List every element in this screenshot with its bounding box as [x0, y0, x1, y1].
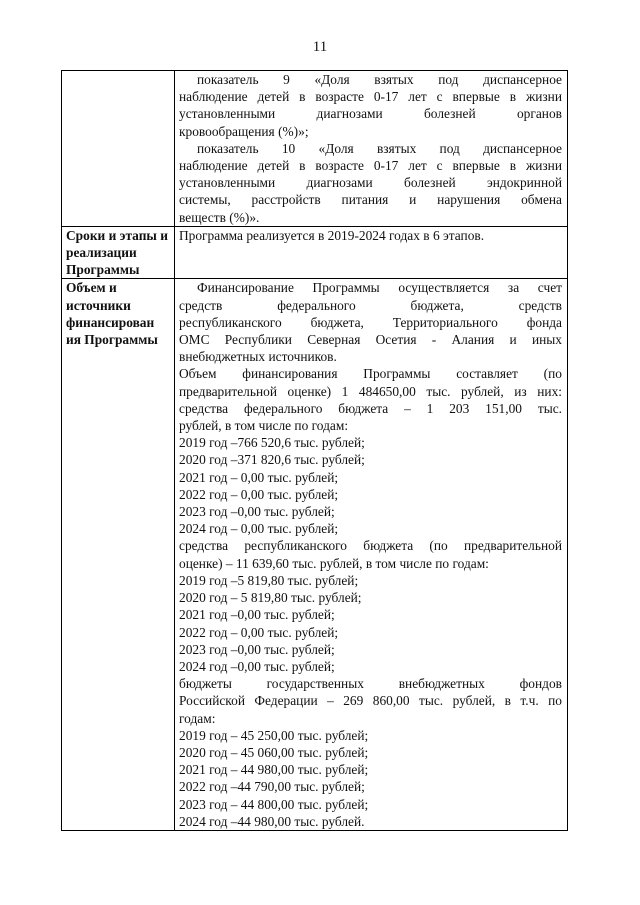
financing-intro-line: республиканского бюджета, Территориального фонда [179, 314, 562, 330]
program-passport-table [61, 70, 568, 831]
offbudget-line: бюджеты государственных внебюджетных фондов [179, 676, 562, 692]
financing-intro-line: Финансирование Программы осуществляется за счет [197, 280, 562, 296]
republic-year-item: 2021 год –0,00 тыс. рублей; [179, 607, 335, 623]
federal-year-item: 2020 год –371 820,6 тыс. рублей; [179, 452, 365, 468]
page-number: 11 [312, 39, 328, 55]
federal-year-item: 2023 год –0,00 тыс. рублей; [179, 504, 335, 520]
indicator-10-line: установленными диагнозами болезней эндокринной [179, 175, 562, 191]
financing-label: Объем и источники финансирован ия Программы [62, 279, 175, 831]
federal-year-item: 2022 год – 0,00 тыс. рублей; [179, 486, 339, 502]
financing-total-line: рублей, в том числе по годам: [179, 418, 349, 434]
republic-year-item: 2023 год –0,00 тыс. рублей; [179, 641, 335, 657]
republic-year-item: 2022 год – 0,00 тыс. рублей; [179, 624, 339, 640]
indicator-9-line: кровообращения (%)»; [179, 123, 309, 139]
republic-year-item: 2020 год – 5 819,80 тыс. рублей; [179, 590, 362, 606]
financing-total-line: средства федерального бюджета – 1 203 151,00 тыс. [179, 400, 562, 416]
offbudget-line: годам: [179, 710, 216, 726]
indicator-9-line: показатель 9 «Доля взятых под диспансерное [197, 72, 562, 87]
federal-year-item: 2021 год – 0,00 тыс. рублей; [179, 469, 339, 485]
offbudget-year-item: 2020 год – 45 060,00 тыс. рублей; [179, 744, 369, 760]
indicator-10-line: системы, расстройств питания и нарушения обмена [179, 192, 562, 208]
table-row-timeline [62, 226, 568, 279]
timeline-cell [175, 226, 568, 279]
indicator-9-line: установленными диагнозами болезней органов [179, 106, 562, 122]
offbudget-year-item: 2023 год – 44 800,00 тыс. рублей; [179, 796, 369, 812]
indicator-10-line: веществ (%)». [179, 209, 260, 225]
timeline-text: Программа реализуется в 2019-2024 годах в 6 этапов. [179, 227, 485, 243]
indicator-10-line: наблюдение детей в возрасте 0-17 лет с впервые в жизни [179, 158, 562, 174]
indicator-9-line: наблюдение детей в возрасте 0-17 лет с впервые в жизни [179, 89, 562, 105]
republic-budget-line: средства республиканского бюджета (по предварительной [179, 538, 562, 554]
financing-intro-line: средств федерального бюджета, средств [179, 297, 562, 313]
offbudget-line: Российской Федерации – 269 860,00 тыс. рублей, в т.ч. по [179, 693, 562, 709]
row-label [62, 71, 175, 227]
table-row-financing [62, 279, 568, 831]
offbudget-year-item: 2019 год – 45 250,00 тыс. рублей; [179, 727, 369, 743]
indicators-cell [175, 71, 568, 227]
financing-total-line: Объем финансирования Программы составляет (по [179, 366, 562, 382]
timeline-label: Сроки и этапы и реализации Программы [62, 226, 175, 279]
financing-intro-line: ОМС Республики Северная Осетия - Алания и иных [179, 332, 562, 348]
republic-year-item: 2024 год –0,00 тыс. рублей; [179, 658, 335, 674]
offbudget-year-item: 2022 год –44 790,00 тыс. рублей; [179, 779, 365, 795]
federal-year-item: 2024 год – 0,00 тыс. рублей; [179, 521, 339, 537]
offbudget-year-item: 2021 год – 44 980,00 тыс. рублей; [179, 762, 369, 778]
financing-cell [175, 279, 568, 831]
financing-intro-line: внебюджетных источников. [179, 349, 337, 365]
offbudget-year-item: 2024 год –44 980,00 тыс. рублей. [179, 813, 365, 829]
table-row-indicators [62, 71, 568, 227]
republic-budget-line: оценке) – 11 639,60 тыс. рублей, в том числе по годам: [179, 555, 489, 571]
federal-year-item: 2019 год –766 520,6 тыс. рублей; [179, 435, 365, 451]
republic-year-item: 2019 год –5 819,80 тыс. рублей; [179, 572, 359, 588]
financing-total-line: предварительной оценке) 1 484650,00 тыс. рублей, из них: [179, 383, 562, 399]
indicator-10-line: показатель 10 «Доля взятых под диспансерное [197, 140, 562, 156]
